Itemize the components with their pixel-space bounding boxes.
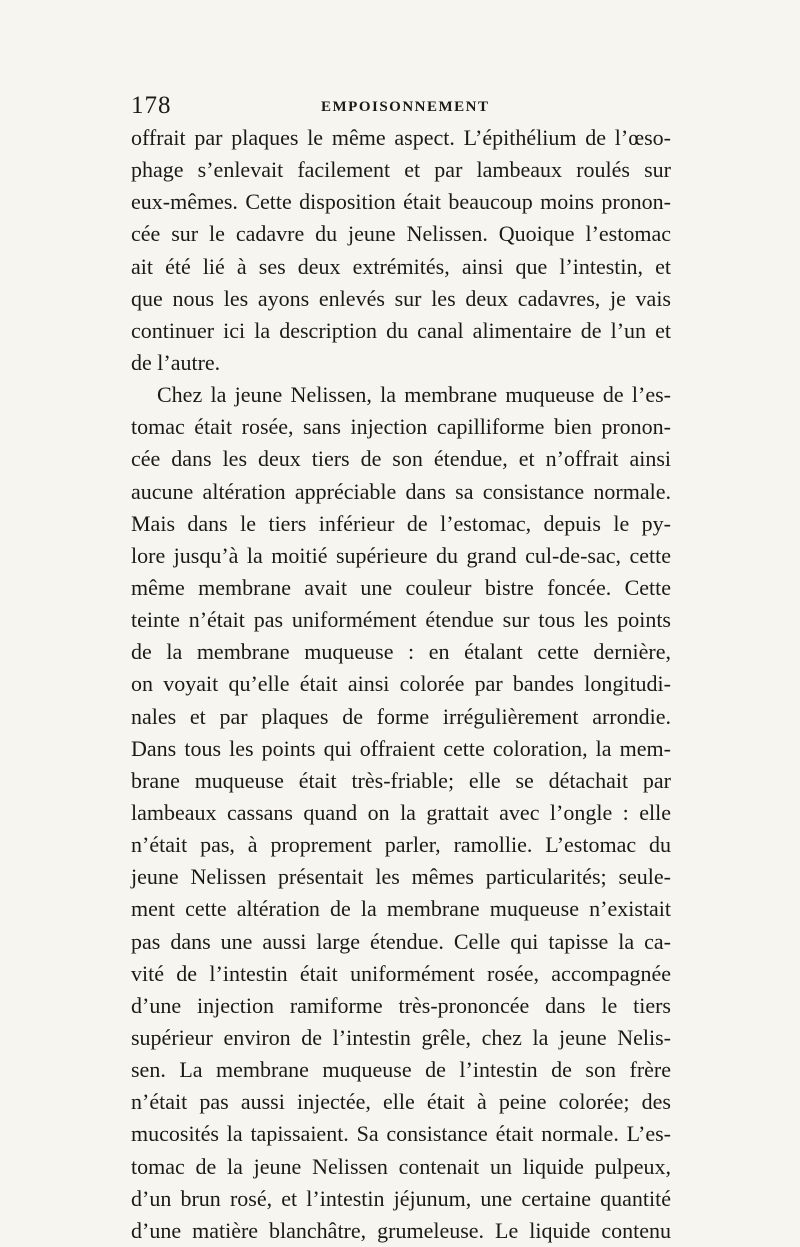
- text-line: aucune altération appréciable dans sa consistance normale.: [131, 478, 671, 504]
- text-line: d’un brun rosé, et l’intestin jéjunum, une certaine quantité: [131, 1185, 671, 1211]
- text-line: pas dans une aussi large étendue. Celle qui tapisse la ca-: [131, 928, 671, 954]
- page-header: [131, 92, 671, 122]
- text-line: eux-mêmes. Cette disposition était beaucoup moins pronon-: [131, 189, 671, 215]
- text-line: phage s’enlevait facilement et par lambeaux roulés sur: [131, 157, 671, 183]
- running-head: EMPOISONNEMENT: [321, 99, 490, 115]
- text-line: on voyait qu’elle était ainsi colorée par bandes longitudi-: [131, 671, 671, 697]
- text-line: sen. La membrane muqueuse de l’intestin de son frère: [131, 1057, 671, 1083]
- text-line: jeune Nelissen présentait les mêmes particularités; seule-: [131, 864, 671, 890]
- text-line: cée sur le cadavre du jeune Nelissen. Quoique l’estomac: [131, 221, 671, 247]
- text-line: ait été lié à ses deux extrémités, ainsi que l’intestin, et: [131, 253, 671, 279]
- text-line: supérieur environ de l’intestin grêle, chez la jeune Nelis-: [131, 1024, 671, 1050]
- text-line: d’une injection ramiforme très-prononcée dans le tiers: [131, 992, 671, 1018]
- text-line: nales et par plaques de forme irrégulièrement arrondie.: [131, 703, 671, 729]
- text-line: ment cette altération de la membrane muqueuse n’existait: [131, 896, 671, 922]
- text-line: Mais dans le tiers inférieur de l’estomac, depuis le py-: [131, 510, 671, 536]
- text-line: teinte n’était pas uniformément étendue sur tous les points: [131, 607, 671, 633]
- text-line: mucosités la tapissaient. Sa consistance était normale. L’es-: [131, 1121, 671, 1147]
- text-line: lore jusqu’à la moitié supérieure du grand cul-de-sac, cette: [131, 542, 671, 568]
- text-line: cée dans les deux tiers de son étendue, et n’offrait ainsi: [131, 446, 671, 472]
- text-line: Dans tous les points qui offraient cette coloration, la mem-: [131, 735, 671, 761]
- text-line: Chez la jeune Nelissen, la membrane muqueuse de l’es-: [157, 382, 671, 408]
- text-line: tomac était rosée, sans injection capilliforme bien pronon-: [131, 414, 671, 440]
- text-line: n’était pas aussi injectée, elle était à peine colorée; des: [131, 1089, 671, 1115]
- paragraph: [131, 379, 671, 1247]
- text-line: que nous les ayons enlevés sur les deux cadavres, je vais: [131, 285, 671, 311]
- paragraph: [131, 122, 671, 379]
- text-line: de l’autre.: [131, 349, 221, 375]
- text-line: vité de l’intestin était uniformément rosée, accompagnée: [131, 960, 671, 986]
- text-line: d’une matière blanchâtre, grumeleuse. Le liquide contenu: [131, 1217, 671, 1243]
- text-line: brane muqueuse était très-friable; elle se détachait par: [131, 767, 671, 793]
- text-line: de la membrane muqueuse : en étalant cette dernière,: [131, 639, 671, 665]
- text-line: même membrane avait une couleur bistre foncée. Cette: [131, 574, 671, 600]
- text-line: tomac de la jeune Nelissen contenait un liquide pulpeux,: [131, 1153, 671, 1179]
- body-text: [131, 122, 671, 1247]
- text-line: n’était pas, à proprement parler, ramollie. L’estomac du: [131, 832, 671, 858]
- text-line: lambeaux cassans quand on la grattait avec l’ongle : elle: [131, 799, 671, 825]
- page-number: 178: [131, 92, 172, 119]
- text-line: continuer ici la description du canal alimentaire de l’un et: [131, 317, 671, 343]
- text-line: offrait par plaques le même aspect. L’épithélium de l’œso-: [131, 125, 671, 150]
